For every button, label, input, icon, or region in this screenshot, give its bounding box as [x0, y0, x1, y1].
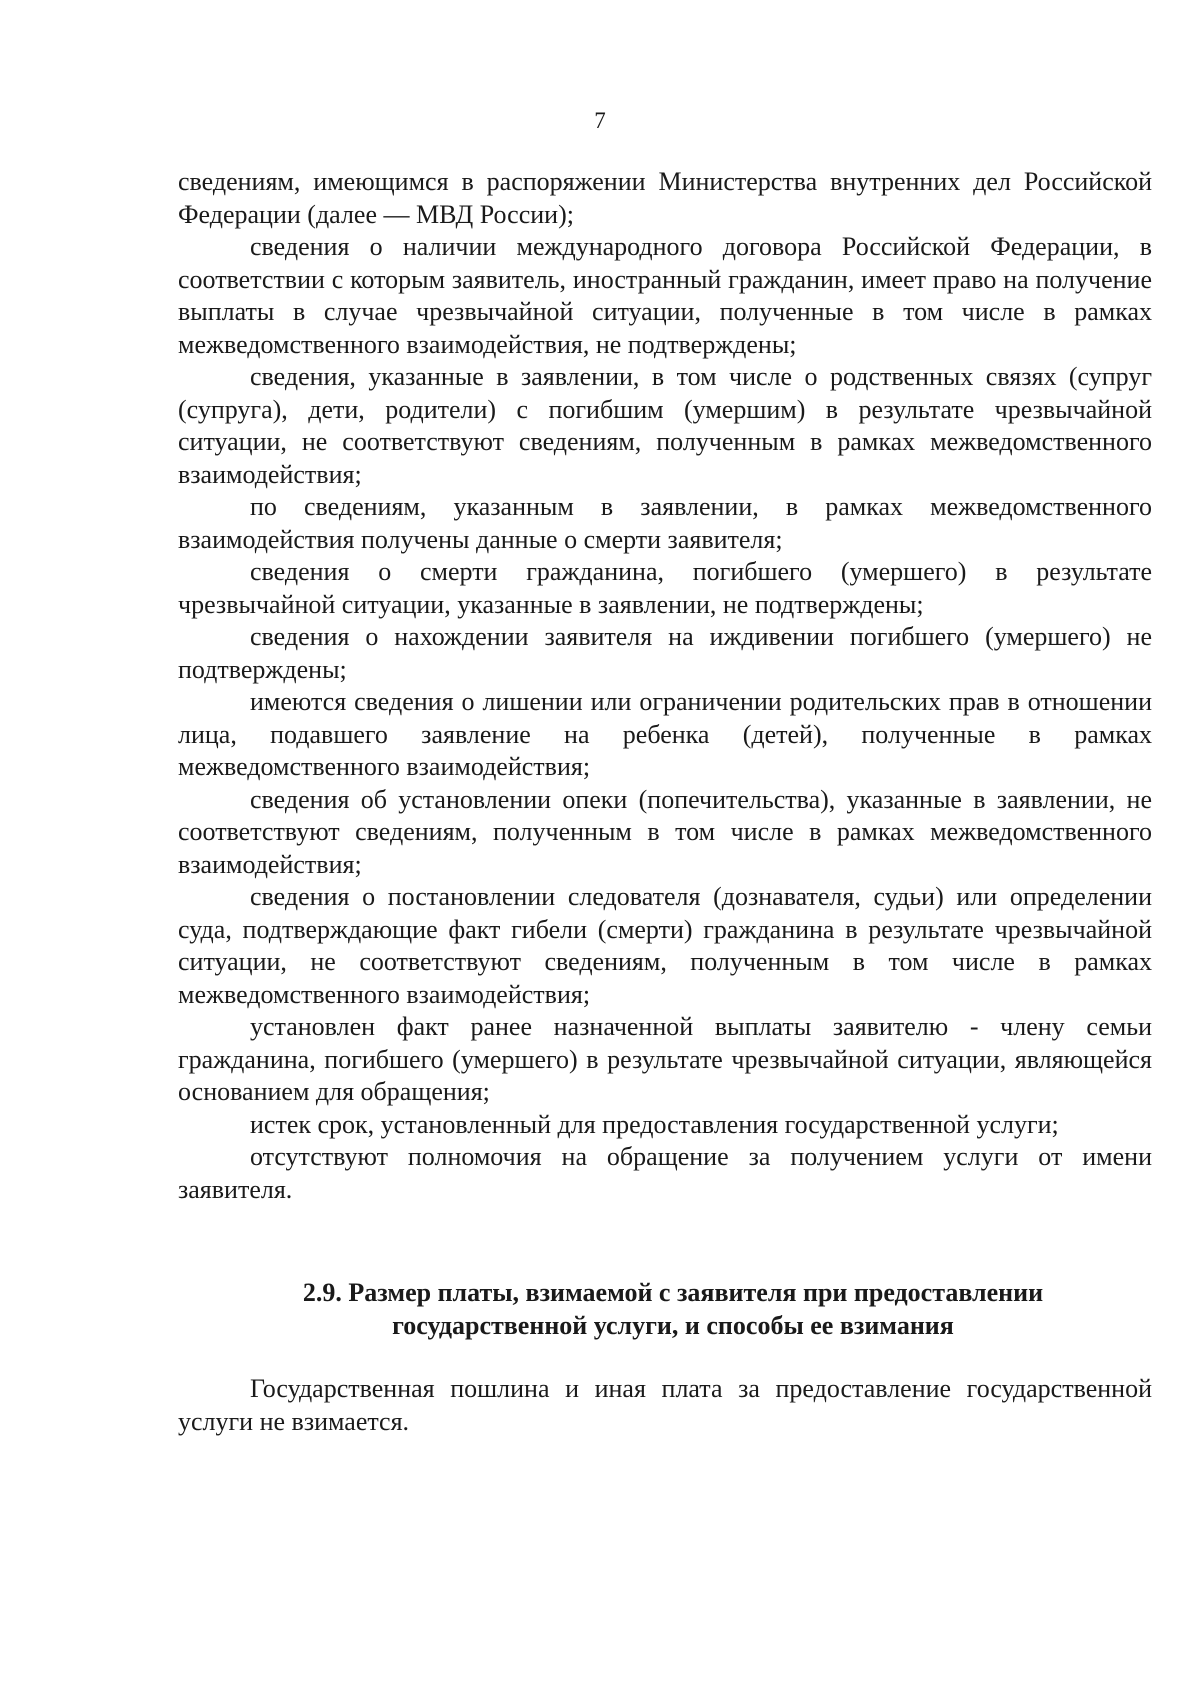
paragraph: сведения о нахождении заявителя на иждивении погибшего (умершего) не подтверждены;	[178, 622, 1152, 684]
paragraph: по сведениям, указанным в заявлении, в рамках межведомственного взаимодействия получены данные о смерти заявителя;	[178, 492, 1152, 554]
document-body	[178, 166, 1152, 1206]
paragraph: сведения о постановлении следователя (дознавателя, судьи) или определении суда, подтверждающие факт гибели (смерти) гражданина в результате чрезвычайной ситуации, не соответствуют сведениям, полученным в том числе в рамках межведомственного взаимодействия;	[178, 882, 1152, 1009]
section-heading-line: 2.9. Размер платы, взимаемой с заявителя при предоставлении	[302, 1278, 1044, 1307]
section-heading	[240, 1277, 1106, 1342]
section-paragraph: Государственная пошлина и иная плата за предоставление государственной услуги не взимается.	[178, 1374, 1152, 1436]
section-heading-line: государственной услуги, и способы ее взимания	[392, 1310, 954, 1340]
paragraph: сведения о наличии международного договора Российской Федерации, в соответствии с которым заявитель, иностранный гражданин, имеет право на получение выплаты в случае чрезвычайной ситуации, полученные в том числе в рамках межведомственного взаимодействия, не подтверждены;	[178, 232, 1152, 359]
paragraph: сведения, указанные в заявлении, в том числе о родственных связях (супруг (супруга), дети, родители) с погибшим (умершим) в результате чрезвычайной ситуации, не соответствуют сведениям, полученным в рамках межведомственного взаимодействия;	[178, 362, 1152, 489]
paragraph: сведения об установлении опеки (попечительства), указанные в заявлении, не соответствуют сведениям, полученным в том числе в рамках межведомственного взаимодействия;	[178, 784, 1152, 879]
paragraph: сведениям, имеющимся в распоряжении Министерства внутренних дел Российской Федерации (далее — МВД России);	[178, 167, 1152, 229]
paragraph: установлен факт ранее назначенной выплаты заявителю - члену семьи гражданина, погибшего (умершего) в результате чрезвычайной ситуации, являющейся основанием для обращения;	[178, 1012, 1152, 1106]
page-number: 7	[594, 108, 606, 133]
paragraph: отсутствуют полномочия на обращение за получением услуги от имени заявителя.	[178, 1142, 1152, 1204]
paragraph: сведения о смерти гражданина, погибшего (умершего) в результате чрезвычайной ситуации, указанные в заявлении, не подтверждены;	[178, 557, 1152, 619]
paragraph: имеются сведения о лишении или ограничении родительских прав в отношении лица, подавшего заявление на ребенка (детей), полученные в рамках межведомственного взаимодействия;	[178, 687, 1152, 781]
paragraph: истек срок, установленный для предоставления государственной услуги;	[250, 1109, 1059, 1139]
